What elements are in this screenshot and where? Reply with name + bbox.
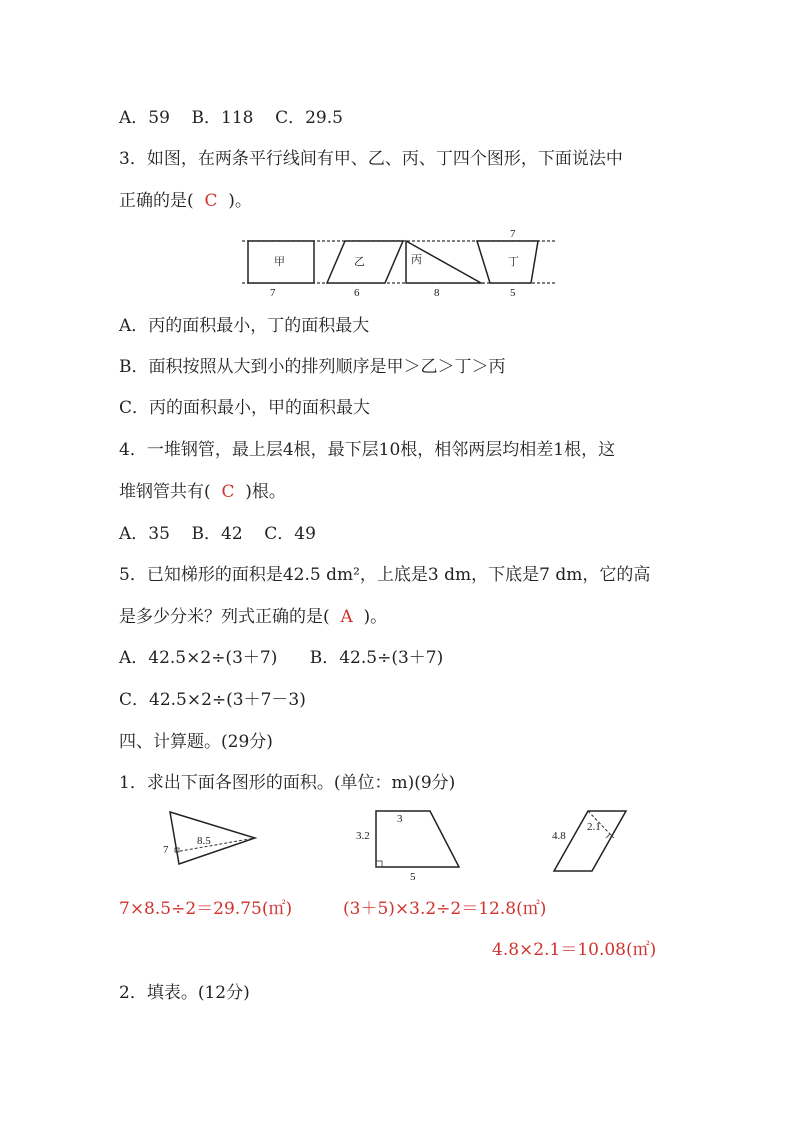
shape-yi (327, 241, 403, 283)
section4-q1: 1．求出下面各图形的面积。(单位：m)(9分) (119, 773, 456, 793)
q5-options-ab: A．42.5×2÷(3＋7) B．42.5÷(3＋7) (119, 648, 444, 668)
q5-stem-post: )。 (352, 607, 388, 627)
section4-q2: 2．填表。(12分) (119, 983, 250, 1003)
q2-options: A．59 B．118 C．29.5 (119, 108, 343, 128)
q5-stem-pre: 是多少分米？列式正确的是( (119, 607, 341, 627)
q3-figure (240, 226, 560, 302)
parallelogram-height-label: 2.1 (587, 821, 601, 833)
answer-triangle: 7×8.5÷2＝29.75(㎡) (119, 899, 293, 919)
trapezoid-height-label: 3.2 (356, 830, 370, 842)
figure-parallelogram (548, 805, 638, 877)
q3-stem-line1: 3．如图，在两条平行线间有甲、乙、丙、丁四个图形，下面说法中 (119, 149, 623, 169)
q3-stem-post: )。 (217, 191, 252, 211)
label-bottom-5: 5 (510, 287, 516, 299)
triangle-shape (170, 812, 255, 864)
label-bing: 丙 (411, 254, 422, 266)
q4-stem-post: )根。 (234, 482, 286, 502)
q5-option-c: C．42.5×2÷(3＋7－3) (119, 690, 306, 710)
triangle-base-label: 7 (163, 844, 169, 856)
q3-option-b: B．面积按照从大到小的排列顺序是甲＞乙＞丁＞丙 (119, 357, 506, 377)
label-bottom-8: 8 (434, 287, 440, 299)
trapezoid-shape (376, 811, 459, 867)
label-top-7: 7 (510, 228, 516, 240)
q3-option-c: C．丙的面积最小，甲的面积最大 (119, 398, 371, 418)
q3-answer: C (204, 191, 218, 211)
label-bottom-7: 7 (270, 287, 276, 299)
figure-trapezoid (352, 805, 467, 885)
q4-answer: C (221, 482, 235, 502)
q4-stem-pre: 堆钢管共有( (119, 482, 222, 502)
figure-triangle (155, 808, 265, 868)
q4-stem-line1: 4．一堆钢管，最上层4根，最下层10根，相邻两层均相差1根，这 (119, 440, 616, 460)
q3-stem-pre: 正确的是( (119, 191, 205, 211)
label-yi: 乙 (354, 256, 365, 268)
q3-stem-line2 (119, 191, 252, 211)
q5-answer: A (340, 607, 353, 627)
q4-options: A．35 B．42 C．49 (119, 524, 316, 544)
q5-stem-line2 (119, 607, 387, 627)
label-ding: 丁 (508, 256, 519, 268)
parallelogram-side-label: 4.8 (552, 830, 566, 842)
q4-stem-line2 (119, 482, 286, 502)
answer-trapezoid: (3＋5)×3.2÷2＝12.8(㎡) (343, 899, 547, 919)
q3-option-a: A．丙的面积最小，丁的面积最大 (119, 316, 370, 336)
trapezoid-bottom-label: 5 (410, 871, 416, 883)
label-jia: 甲 (274, 256, 285, 268)
answer-parallelogram: 4.8×2.1＝10.08(㎡) (492, 940, 657, 960)
trapezoid-top-label: 3 (397, 813, 403, 825)
q5-stem-line1: 5．已知梯形的面积是42.5 dm²，上底是3 dm，下底是7 dm，它的高 (119, 565, 651, 585)
section4-title: 四、计算题。(29分) (119, 732, 273, 752)
label-bottom-6: 6 (354, 287, 360, 299)
triangle-height-label: 8.5 (197, 835, 211, 847)
